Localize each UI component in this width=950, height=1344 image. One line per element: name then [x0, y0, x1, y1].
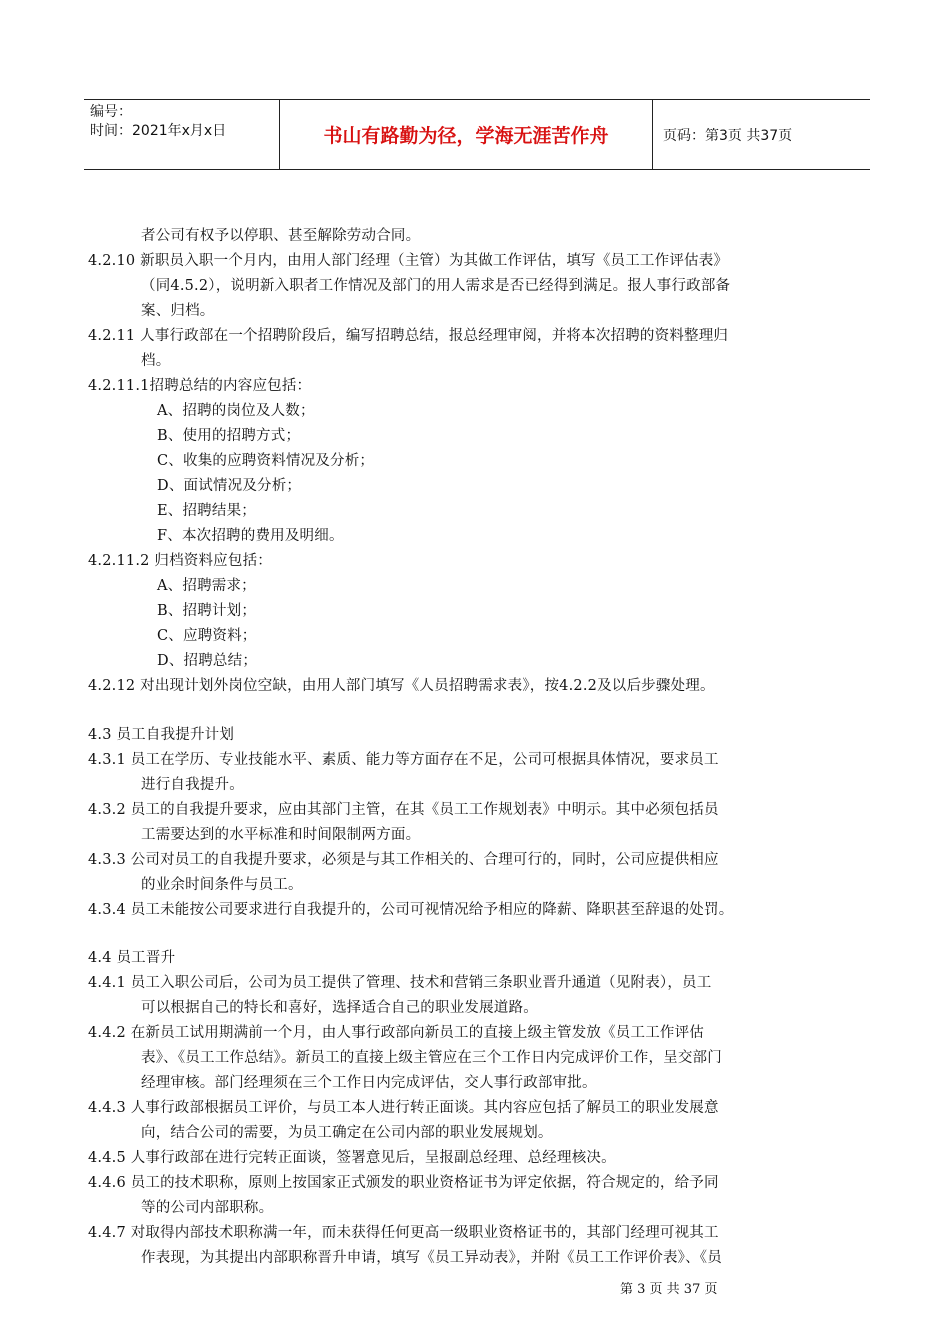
text-line: 向，结合公司的需要，为员工确定在公司内部的职业发展规划。 — [141, 1125, 553, 1141]
text-line: 4.4.1 员工入职公司后，公司为员工提供了管理、技术和营销三条职业晋升通道（见附表），员工 — [88, 975, 712, 991]
text-line: 者公司有权予以停职、甚至解除劳动合同。 — [141, 228, 421, 244]
section-heading: 4.4 员工晋升 — [88, 950, 176, 966]
number-label: 编号： — [90, 104, 132, 120]
list-item: C、收集的应聘资料情况及分析； — [157, 453, 375, 469]
list-item: D、面试情况及分析； — [157, 478, 302, 494]
list-item: A、招聘的岗位及人数； — [157, 403, 315, 419]
list-item: B、招聘计划； — [157, 603, 257, 619]
page-footer: 第 3 页 共 37 页 — [620, 1282, 718, 1297]
text-line: 档。 — [141, 353, 171, 369]
text-line: 4.4.7 对取得内部技术职称满一年，而未获得任何更高一级职业资格证书的，其部门经理可视其工 — [88, 1225, 719, 1241]
text-line: 4.2.11.2 归档资料应包括： — [88, 553, 272, 569]
list-item: E、招聘结果； — [157, 503, 256, 519]
list-item: B、使用的招聘方式； — [157, 428, 301, 444]
section-heading: 4.3 员工自我提升计划 — [88, 727, 235, 743]
text-line: 4.3.2 员工的自我提升要求，应由其部门主管，在其《员工工作规划表》中明示。其中必须包括员 — [88, 802, 719, 818]
text-line: （同4.5.2），说明新入职者工作情况及部门的用人需求是否已经得到满足。报人事行政部备 — [141, 278, 731, 294]
text-line: 等的公司内部职称。 — [141, 1200, 274, 1216]
text-line: 4.4.2 在新员工试用期满前一个月，由人事行政部向新员工的直接上级主管发放《员工工作评估 — [88, 1025, 704, 1041]
text-line: 经理审核。部门经理须在三个工作日内完成评估，交人事行政部审批。 — [141, 1075, 597, 1091]
list-item: A、招聘需求； — [157, 578, 256, 594]
text-line: 进行自我提升。 — [141, 777, 244, 793]
time-label: 时间：2021年x月x日 — [90, 123, 227, 139]
text-line: 4.3.3 公司对员工的自我提升要求，必须是与其工作相关的、合理可行的，同时，公司应提供相应 — [88, 852, 719, 868]
text-line: 作表现，为其提出内部职称晋升申请，填写《员工异动表》，并附《员工工作评价表》、《员 — [141, 1250, 722, 1266]
text-line: 4.4.3 人事行政部根据员工评价，与员工本人进行转正面谈。其内容应包括了解员工的职业发展意 — [88, 1100, 719, 1116]
motto: 书山有路勤为径，学海无涯苦作舟 — [280, 100, 653, 169]
text-line: 4.3.4 员工未能按公司要求进行自我提升的，公司可视情况给予相应的降薪、降职甚至辞退的处罚。 — [88, 902, 734, 918]
text-line: 工需要达到的水平标准和时间限制两方面。 — [141, 827, 421, 843]
header-meta-cell — [84, 100, 280, 169]
text-line: 4.4.6 员工的技术职称，原则上按国家正式颁发的职业资格证书为评定依据，符合规定的，给予同 — [88, 1175, 719, 1191]
text-line: 4.3.1 员工在学历、专业技能水平、素质、能力等方面存在不足，公司可根据具体情况，要求员工 — [88, 752, 719, 768]
header-table — [84, 99, 870, 170]
page-label: 页码：第3页 共37页 — [663, 127, 793, 144]
text-line: 4.2.12 对出现计划外岗位空缺，由用人部门填写《人员招聘需求表》，按4.2.2及以后步骤处理。 — [88, 678, 715, 694]
text-line: 的业余时间条件与员工。 — [141, 877, 303, 893]
text-line: 4.4.5 人事行政部在进行完转正面谈，签署意见后，呈报副总经理、总经理核决。 — [88, 1150, 616, 1166]
text-line: 案、归档。 — [141, 303, 215, 319]
text-line: 4.2.11 人事行政部在一个招聘阶段后，编写招聘总结，报总经理审阅，并将本次招聘的资料整理归 — [88, 328, 729, 344]
text-line: 可以根据自己的特长和喜好，选择适合自己的职业发展道路。 — [141, 1000, 538, 1016]
list-item: D、招聘总结； — [157, 653, 258, 669]
text-line: 4.2.11.1招聘总结的内容应包括： — [88, 378, 312, 394]
list-item: F、本次招聘的费用及明细。 — [157, 528, 344, 544]
text-line: 表》、《员工工作总结》。新员工的直接上级主管应在三个工作日内完成评价工作，呈交部门 — [141, 1050, 722, 1066]
list-item: C、应聘资料； — [157, 628, 257, 644]
text-line: 4.2.10 新职员入职一个月内，由用人部门经理（主管）为其做工作评估，填写《员工工作评估表》 — [88, 253, 729, 269]
